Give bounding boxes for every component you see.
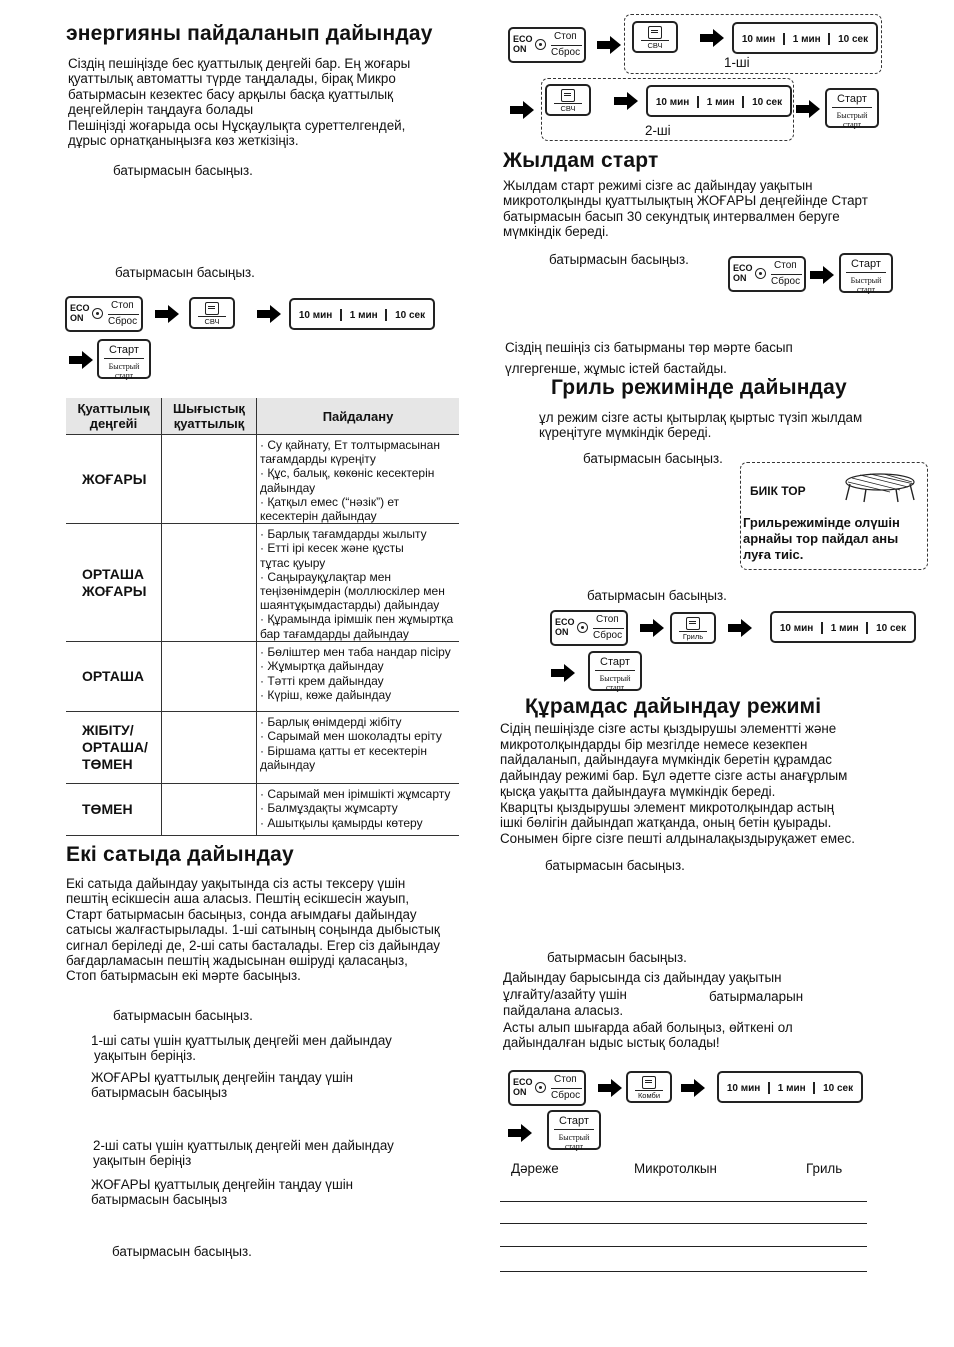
power-level: ЖІБІТУ/ ОРТАША/ ТӨМЕН xyxy=(66,712,162,784)
arrow-right-icon xyxy=(551,664,575,682)
step-two-power-text: ЖОҒАРЫ қуаттылық деңгейін таңдау үшін батырмасын басыңыз xyxy=(91,1177,354,1208)
arrow-right-icon xyxy=(155,305,179,323)
eco-knob-icon xyxy=(535,39,546,50)
high-rack-label: БИІК ТОР xyxy=(750,484,806,498)
section-title-two-stage: Екі сатыда дайындау xyxy=(66,843,294,866)
eco-stop-reset-button[interactable]: ECO ON Стоп Сброс xyxy=(508,1070,586,1106)
microwave-icon xyxy=(648,26,662,39)
eco-knob-icon xyxy=(535,1082,546,1093)
adjust-line: батырмаларын xyxy=(709,989,804,1004)
microwave-button[interactable]: СВЧ xyxy=(545,84,591,116)
adjust-line: ұлғайту/азайту үшін xyxy=(503,987,627,1002)
on-label: ON xyxy=(70,313,84,323)
start-button[interactable]: Старт Быстрый старт xyxy=(825,88,879,128)
instruction-press: батырмасын басыңыз. xyxy=(549,252,689,267)
table-line xyxy=(500,1246,867,1247)
arrow-right-icon xyxy=(796,100,820,118)
quick-start-paragraph: Жылдам старт режимі сізге ас дайындау уақытын микротолқынды қуаттылықтың ЖОҒАРЫ деңгейінде Старт батырмасын басып 30 секундтық интервалмен беруге мүмкіндік береді. xyxy=(503,178,868,240)
time-buttons[interactable]: 10 мин 1 мин 10 сек xyxy=(770,611,916,643)
step-one-power-text: ЖОҒАРЫ қуаттылық деңгейін таңдау үшін батырмасын басыңыз xyxy=(91,1070,354,1101)
ten-min-button[interactable]: 10 мин xyxy=(298,309,333,321)
arrow-right-icon xyxy=(728,619,752,637)
start-button[interactable]: Старт Быстрый старт xyxy=(588,651,642,691)
reset-label: Сброс xyxy=(108,316,138,327)
para-line: қуаттылық автоматты түрде таңдалады, бірақ Микро xyxy=(68,71,396,87)
arrow-right-icon xyxy=(810,266,834,284)
table-header: Шығыстық қуаттылық xyxy=(162,398,257,435)
power-level: ОРТАША xyxy=(66,642,162,712)
para-line: батырмасын кезектес басу арқылы басқа қуаттылық xyxy=(68,86,393,102)
microwave-button[interactable] xyxy=(189,297,235,329)
usage-cell: · Барлық тағамдарды жылыту · Етті ірі кесек және құсты тұтас қуыру · Саңырауқұлақтар мен теңізөнімдерін (моллюскілер мен шаянтұқымдастарды) дайындау · Құрамында ірімшік пен жұмыртқа бар тағамдарды дайындау xyxy=(257,524,460,642)
adjust-line: пайдалана аласыз. xyxy=(503,1003,624,1018)
eco-stop-reset-button[interactable]: ECO ON Стоп Сброс xyxy=(728,256,806,292)
table-line xyxy=(500,1271,867,1272)
table-row xyxy=(66,784,459,836)
table-line xyxy=(500,1223,867,1224)
combi-label: Комби xyxy=(635,1090,663,1100)
arrow-right-icon xyxy=(508,1124,532,1142)
arrow-right-icon xyxy=(597,36,621,54)
instruction-press: батырмасын басыңыз. xyxy=(583,451,723,466)
microwave-icon xyxy=(205,302,219,315)
eco-stop-reset-button[interactable]: ECO ON Стоп Сброс xyxy=(508,27,586,63)
ten-sec-button[interactable]: 10 сек xyxy=(395,309,426,321)
usage-cell: · Бөліштер мен таба нандар пісіру · Жұмыртқа дайындау · Тәтті крем дайындау · Күріш, көже дайындау xyxy=(257,642,460,712)
instruction-press: батырмасын басыңыз. xyxy=(545,858,685,873)
arrow-right-icon xyxy=(510,101,534,119)
grill-paragraph: ұл режим сізге асты қытырлақ қыртыс түзіп жылдам күреңітуге мүмкіндік береді. xyxy=(539,410,863,441)
instruction-press: батырмасын басыңыз. xyxy=(115,265,255,280)
power-level-table xyxy=(66,398,459,836)
table-header: Қуаттылық деңгейі xyxy=(66,398,162,435)
time-buttons[interactable] xyxy=(289,298,435,330)
combi-icon xyxy=(642,1076,656,1089)
instruction-press: батырмасын басыңыз. xyxy=(112,1244,252,1259)
start-button[interactable]: Старт Быстрый старт xyxy=(839,253,893,293)
high-rack-note: Грильрежимінде олүшін арнайы тор пайдал аны луға тиіс. xyxy=(743,515,900,562)
table-row xyxy=(66,524,459,642)
stage-two-label: 2-ші xyxy=(645,123,671,138)
combi-button[interactable] xyxy=(626,1071,672,1103)
arrow-right-icon xyxy=(598,1079,622,1097)
energy-paragraph xyxy=(68,56,410,148)
eco-label: ECO xyxy=(70,303,90,313)
quick-start-label: Быстрый старт xyxy=(108,362,140,380)
microwave-icon xyxy=(561,89,575,102)
para-line: деңгейлерін таңдауға болады xyxy=(68,102,254,118)
table-row xyxy=(66,712,459,784)
table-line xyxy=(500,1201,867,1202)
arrow-right-icon xyxy=(681,1079,705,1097)
time-buttons[interactable]: 10 мин 1 мин 10 сек xyxy=(646,85,792,117)
arrow-right-icon xyxy=(69,351,93,369)
section-title-combi: Құрамдас дайындау режимі xyxy=(525,695,822,718)
grill-label: Гриль xyxy=(679,631,707,641)
microwave-label: СВЧ xyxy=(198,316,226,326)
combi-paragraph: Сідің пешіңізде сізге асты қыздырушы элементті және микротолқындарды бір мезгілде немесе кезекпен пайдаланып, дайындауға мүмкіндік беретін құрамдас дайындау режимі бар. Бұл әдетте сізге асты анағұрлым қысқа уақытта дайындауға мүмкіндік береді. Кварцты қыздырушы элемент микротолқындар астың ішкі бөлігін дайындап жатқанда, оның бетін қуырады. Сонымен бірге сізге пешті алдыналақыздырyқажет емес. xyxy=(500,721,855,846)
step-one-text: 1-ші саты үшін қуаттылық деңгейі мен дайындау уақытын беріңіз. xyxy=(91,1033,392,1064)
grill-rack-icon xyxy=(840,470,920,504)
arrow-right-icon xyxy=(640,619,664,637)
section-title-quick-start: Жылдам старт xyxy=(503,149,659,172)
combi-col-grill: Гриль xyxy=(806,1161,843,1176)
usage-cell: · Барлық өнімдерді жібіту · Сарымай мен шоколадты еріту · Біршама қатты ет кесектерін дайындау xyxy=(257,712,460,784)
para-line: дұрыс орнатқаныңызға көз жеткізіңіз. xyxy=(68,133,299,149)
step-two-text: 2-ші саты үшін қуаттылық деңгейі мен дайындау уақытын беріңіз xyxy=(93,1138,394,1169)
instruction-press: батырмасын басыңыз. xyxy=(113,1008,253,1023)
stop-label: Стоп xyxy=(111,300,134,311)
warning-text: Асты алып шығарда абай болыңыз, өйткені ол дайындалған ыдыс ыстық болады! xyxy=(503,1020,793,1051)
combi-col-microwave: Микротолкын xyxy=(634,1161,717,1176)
start-button[interactable]: Старт Быстрый старт xyxy=(547,1110,601,1150)
section-title-energy: энергияны пайдаланып дайындау xyxy=(66,22,433,45)
usage-cell: · Сарымай мен ірімшікті жұмсарту · Балмұздақты жұмсарту · Ашытқылы қамырды көтеру xyxy=(257,784,460,836)
power-level: ЖОҒАРЫ xyxy=(66,435,162,524)
start-label: Старт xyxy=(109,344,139,356)
stage-one-label: 1-ші xyxy=(724,55,750,70)
instruction-press: батырмасын басыңыз. xyxy=(113,163,253,178)
eco-stop-reset-button[interactable] xyxy=(65,296,143,332)
grill-button[interactable] xyxy=(670,612,716,644)
table-header: Пайдалану xyxy=(257,398,460,435)
one-min-button[interactable]: 1 мин xyxy=(349,309,378,321)
eco-knob-icon xyxy=(577,622,588,633)
power-level: ТӨМЕН xyxy=(66,784,162,836)
microwave-button[interactable]: СВЧ xyxy=(632,21,678,53)
adjust-line: Дайындау барысында сіз дайындау уақытын xyxy=(503,970,782,985)
usage-cell: · Су қайнату, Ет толтырмасынан тағамдарды күреңіту · Құс, балық, көкөніс кесектерін дайындау · Қатқыл емес (“нәзік”) ет кесектерін дайындау xyxy=(257,435,460,524)
power-level: ОРТАША ЖОҒАРЫ xyxy=(66,524,162,642)
time-buttons[interactable]: 10 мин 1 мин 10 сек xyxy=(717,1071,863,1103)
time-buttons[interactable]: 10 мин 1 мин 10 сек xyxy=(732,22,878,54)
start-button[interactable] xyxy=(97,339,151,379)
combi-col-level: Дәреже xyxy=(511,1161,559,1176)
instruction-press: батырмасын басыңыз. xyxy=(547,950,687,965)
para-line: Пешіңізді жоғарыда осы Нұсқаулықта суреттелгендей, xyxy=(68,117,406,133)
arrow-right-icon xyxy=(257,305,281,323)
quick-start-note: Сіздің пешіңіз сіз батырманы төр мәрте басып үлгергенше, жұмыс істей бастайды. xyxy=(505,340,793,376)
arrow-right-icon xyxy=(614,92,638,110)
arrow-right-icon xyxy=(700,29,724,47)
eco-knob-icon xyxy=(92,308,103,319)
section-title-grill: Гриль режимінде дайындау xyxy=(551,376,847,399)
table-row xyxy=(66,642,459,712)
two-stage-paragraph: Екі сатыда дайындау уақытында сіз асты тексеру үшін пештің есікшесін аша аласыз. Пештің есікшесін жауып, Старт батырмасын басыңыз, сонда ағымдағы дайындау сатысы жалғастырылады. 1-ші сатының соңында дыбыстық сигнал беріледі де, 2-ші саты басталады. Егер сіз дайындау бағдарламасын пештің жадысынан өшіруді қаласаңыз, Стоп батырмасын екі мәрте басыңыз. xyxy=(66,876,440,984)
grill-icon xyxy=(686,617,700,630)
eco-knob-icon xyxy=(755,268,766,279)
para-line: Сіздің пешіңізде бес қуаттылық деңгейі бар. Ең жоғары xyxy=(68,56,411,71)
instruction-press: батырмасын басыңыз. xyxy=(587,588,727,603)
eco-stop-reset-button[interactable]: ECO ON Стоп Сброс xyxy=(550,610,628,646)
table-row xyxy=(66,435,459,524)
